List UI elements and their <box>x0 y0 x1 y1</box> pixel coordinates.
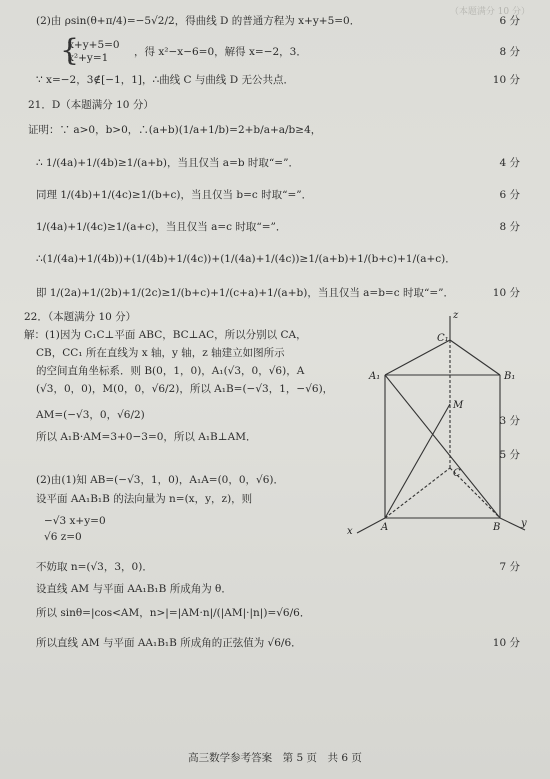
answer-line <box>134 45 520 59</box>
answer-line <box>36 606 520 620</box>
line-text: 所以直线 AM 与平面 AA₁B₁B 所成角的正弦值为 √6/6． <box>36 637 302 649</box>
score-mark: 3 分 <box>499 415 520 427</box>
label-a1: A₁ <box>369 371 381 382</box>
answer-line <box>36 220 520 234</box>
line-text: 设直线 AM 与平面 AA₁B₁B 所成角为 θ． <box>36 583 232 595</box>
line-text: x²+y=1 <box>68 52 109 64</box>
score-mark: 10 分 <box>492 74 520 86</box>
score-mark: 6 分 <box>499 15 520 27</box>
answer-line <box>36 252 520 266</box>
score-mark: 8 分 <box>499 221 520 233</box>
line-text: AM=(−√3，0，√6/2) <box>36 409 145 421</box>
label-y: y <box>521 518 527 529</box>
line-text: 的空间直角坐标系．则 B(0，1，0)，A₁(√3，0，√6)，A <box>36 365 305 377</box>
answer-line <box>28 98 520 112</box>
prism-figure <box>345 308 530 537</box>
bleed-through-header: （本题满分 10 分） <box>449 7 530 17</box>
line-text: ∵ x=−2，3∉[−1，1]，∴曲线 C 与曲线 D 无公共点． <box>36 74 295 86</box>
answer-line <box>28 123 520 137</box>
answer-line <box>36 636 520 650</box>
label-b1: B₁ <box>504 371 516 382</box>
score-mark: 6 分 <box>499 189 520 201</box>
label-c1: C₁ <box>437 333 449 344</box>
label-m: M <box>453 400 464 411</box>
line-text: x+y+5=0 <box>68 39 120 51</box>
answer-line <box>36 560 520 574</box>
equation-system-brace: { <box>60 33 80 68</box>
label-a: A <box>381 522 389 533</box>
line-text: (√3，0，0)，M(0，0，√6/2)，所以 A₁B=(−√3，1，−√6)， <box>36 383 334 395</box>
line-text: 设平面 AA₁B₁B 的法向量为 n=(x，y，z)，则 <box>36 493 253 505</box>
page-footer: 高三数学参考答案 第 5 页 共 6 页 <box>188 752 362 764</box>
prism-diagram <box>345 308 530 537</box>
score-mark: 5 分 <box>499 449 520 461</box>
line-text: 不妨取 n=(√3，3，0)． <box>36 561 153 573</box>
line-text: ∴(1/(4a)+1/(4b))+(1/(4b)+1/(4c))+(1/(4a)+1/(4c))≥1/(a+b)+1/(b+c)+1/(a+c)． <box>36 253 456 265</box>
label-x: x <box>347 526 353 537</box>
line-text: ，得 x²−x−6=0，解得 x=−2，3． <box>134 46 307 58</box>
line-text: CB，CC₁ 所在直线为 x 轴，y 轴，z 轴建立如图所示 <box>36 347 285 359</box>
line-text: 解：(1)因为 C₁C⊥平面 ABC，BC⊥AC，所以分别以 CA， <box>24 329 307 341</box>
score-mark: 10 分 <box>492 637 520 649</box>
answer-line <box>36 286 520 300</box>
answer-line <box>44 530 520 544</box>
line-text: (2)由(1)知 AB=(−√3，1，0)，A₁A=(0，0，√6)． <box>36 474 285 486</box>
answer-line <box>36 156 520 170</box>
score-mark: 10 分 <box>492 287 520 299</box>
line-text: 同理 1/(4b)+1/(4c)≥1/(b+c)，当且仅当 b=c 时取“=”． <box>36 189 313 201</box>
line-text: 21．D（本题满分 10 分） <box>28 99 154 111</box>
line-text: 所以 A₁B·AM=3+0−3=0，所以 A₁B⊥AM． <box>36 431 257 443</box>
line-text: √6 z=0 <box>44 531 82 543</box>
line-text: −√3 x+y=0 <box>44 515 106 527</box>
segment-a1-b <box>385 375 500 518</box>
label-c: C <box>453 468 461 479</box>
label-b: B <box>493 522 501 533</box>
line-text: 即 1/(2a)+1/(2b)+1/(2c)≥1/(b+c)+1/(c+a)+1/(a+b)，当且仅当 a=b=c 时取“=”． <box>36 287 454 299</box>
score-mark: 4 分 <box>499 157 520 169</box>
answer-line <box>36 14 520 28</box>
segment-a-m <box>385 404 450 518</box>
label-z: z <box>453 310 459 321</box>
line-text: 所以 sinθ=|cos<AM，n>|=|AM·n|/(|AM|·|n|)=√6/6． <box>36 607 311 619</box>
line-text: 1/(4a)+1/(4c)≥1/(a+c)，当且仅当 a=c 时取“=”． <box>36 221 287 233</box>
edge-a-c <box>385 468 450 518</box>
answer-line <box>36 73 520 87</box>
score-mark: 8 分 <box>499 46 520 58</box>
line-text: (2)由 ρsin(θ+π/4)=−5√2/2，得曲线 D 的普通方程为 x+y+5=0． <box>36 15 361 27</box>
edge-c1-b1 <box>450 340 500 375</box>
score-mark: 7 分 <box>499 561 520 573</box>
edge-c1-a1 <box>385 340 450 375</box>
line-text: 22．（本题满分 10 分） <box>24 311 137 323</box>
answer-line <box>36 582 520 596</box>
answer-line <box>36 188 520 202</box>
line-text: ∴ 1/(4a)+1/(4b)≥1/(a+b)，当且仅当 a=b 时取“=”． <box>36 157 299 169</box>
line-text: 证明：∵ a>0，b>0，∴(a+b)(1/a+1/b)=2+b/a+a/b≥4， <box>28 124 322 136</box>
